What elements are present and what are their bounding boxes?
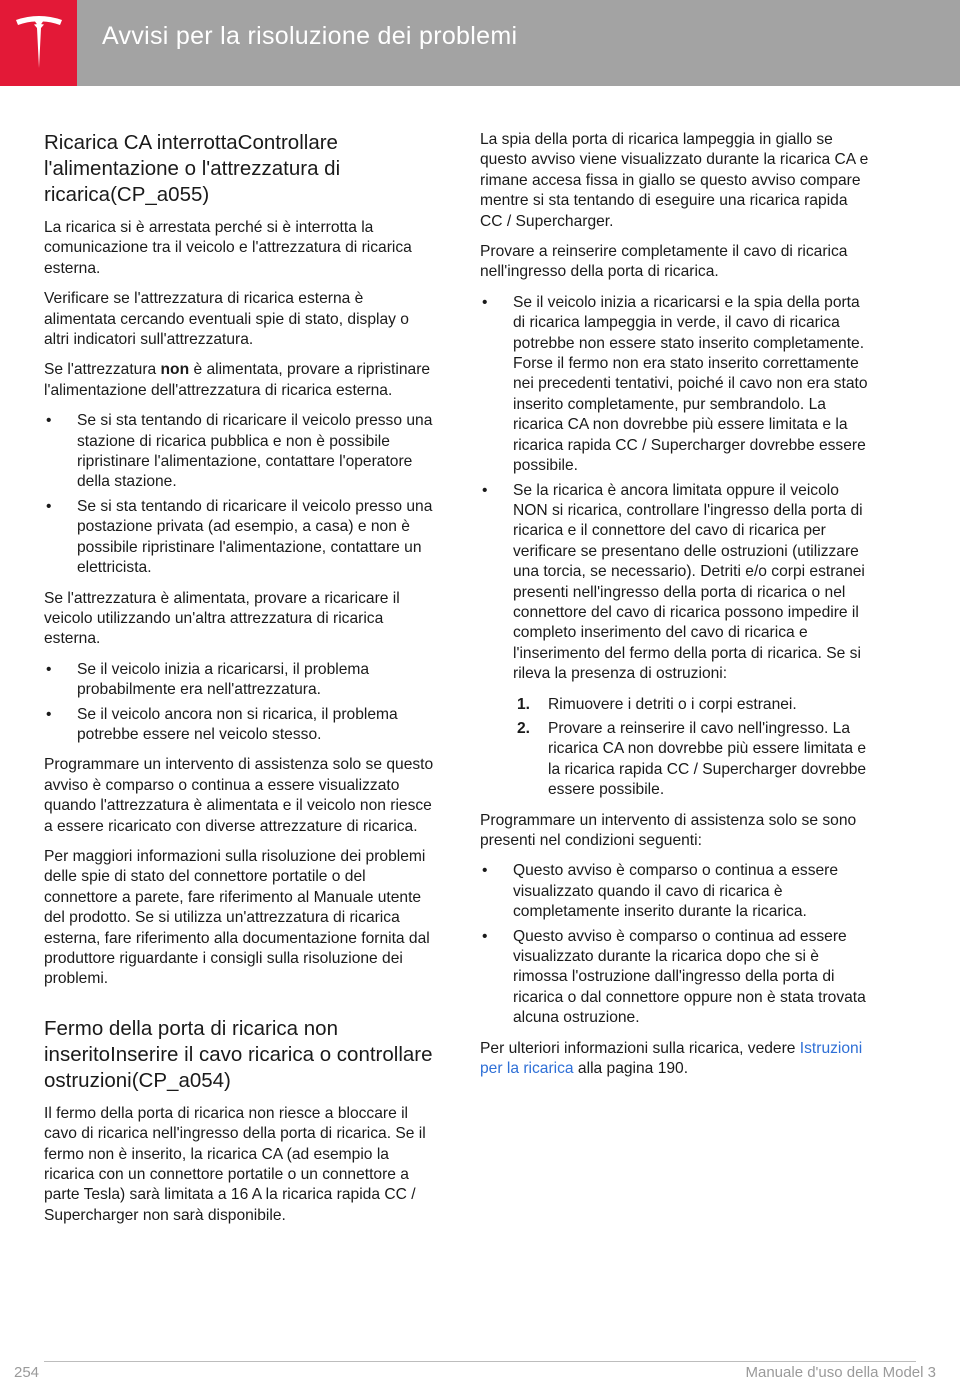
paragraph: Per ulteriori informazioni sulla ricarica, vedere Istruzioni per la ricarica alla pagina 190.	[480, 1039, 863, 1078]
list-item: • Se il veicolo inizia a ricaricarsi, il problema probabilmente era nell'attrezzatura.	[44, 660, 436, 701]
list-item: • Se la ricarica è ancora limitata oppure il veicolo NON si ricarica, controllare l'ingresso della porta di ricarica e il connettore del cavo di ricarica per verificare se presentano delle ostruzioni (utilizzare una torcia, se necessario). Detriti e/o corpi estranei presenti nell'ingresso della porta di ricarica o nel connettore del cavo di ricarica possono impedire il completo inserimento del cavo di ricarica e l'inserimento del fermo della porta di ricarica. Se si rileva la presenza di ostruzioni:	[480, 481, 872, 685]
footer-divider	[44, 1361, 916, 1362]
bullet-list	[44, 411, 436, 578]
charging-instructions-link[interactable]: Istruzioni per la ricarica	[480, 1039, 863, 1078]
paragraph: Se l'attrezzatura è alimentata, provare a ricaricare il veicolo utilizzando un'altra attrezzatura di ricarica esterna.	[44, 589, 400, 648]
step-item: 2. Provare a reinserire il cavo nell'ingresso. La ricarica CA non dovrebbe più essere limitata e la ricarica rapida CC / Supercharger dovrebbe essere possibile.	[517, 719, 867, 799]
paragraph: Provare a reinserire completamente il cavo di ricarica nell'ingresso della porta di ricarica.	[480, 243, 848, 281]
paragraph: Il fermo della porta di ricarica non riesce a bloccare il cavo di ricarica nell'ingresso della porta di ricarica. Se il fermo non è inserito, la ricarica CA (ad esempio la ricarica con un connettore portatile o un connettore a parte Tesla) sarà limitata a 16 A la ricarica rapida CC / Supercharger non sarà disponibile.	[44, 1104, 426, 1224]
paragraph: La spia della porta di ricarica lampeggia in giallo se questo avviso viene visualizzato durante la ricarica CA e rimane accesa fissa in giallo se questo avviso compare mentre si sta tentando di eseguire una ricarica rapida CC / Supercharger.	[480, 131, 869, 230]
list-item: • Questo avviso è comparso o continua ad essere visualizzato durante la ricarica dopo che si è rimossa l'ostruzione dall'ingresso della porta di ricarica o dal connettore oppure non è stata trovata alcuna ostruzione.	[480, 927, 872, 1029]
left-column	[44, 130, 436, 1236]
page-number: 254	[14, 1364, 40, 1381]
tesla-logo	[0, 0, 77, 86]
emphasis-non: non	[160, 361, 190, 379]
step-item: 1. Rimuovere i detriti o i corpi estranei.	[517, 695, 797, 713]
paragraph: Programmare un intervento di assistenza solo se sono presenti nel condizioni seguenti:	[480, 811, 857, 849]
section-heading-cp-a055: Ricarica CA interrottaControllare l'alimentazione o l'attrezzatura di ricarica(CP_a055)	[44, 131, 341, 206]
list-item: • Se il veicolo inizia a ricaricarsi e la spia della porta di ricarica lampeggia in verde, il cavo di ricarica potrebbe non essere stato inserito completamente. Forse il fermo non era stato inserito correttamente nei precedenti tentativi, poiché il cavo non era stato inserito completamente, pur sembrandolo. La ricarica CA non dovrebbe più essere limitata e la ricarica rapida CC / Supercharger dovrebbe essere possibile.	[480, 293, 872, 477]
paragraph: Programmare un intervento di assistenza solo se questo avviso è comparso o continua a essere visualizzato quando l'attrezzatura è alimentata e il veicolo non riesce a essere ricaricato con diverse attrezzature di ricarica.	[44, 756, 434, 835]
paragraph: La ricarica si è arrestata perché si è interrotta la comunicazione tra il veicolo e l'attrezzatura di ricarica esterna.	[44, 219, 412, 277]
right-column	[480, 130, 872, 1089]
bullet-list	[480, 293, 872, 685]
footer-manual-title: Manuale d'uso della Model 3	[745, 1364, 936, 1381]
list-item: • Se si sta tentando di ricaricare il veicolo presso una stazione di ricarica pubblica e non è possibile ripristinare l'alimentazione, contattare l'operatore della stazione.	[44, 411, 436, 493]
bullet-list	[480, 861, 872, 1028]
paragraph: Se l'attrezzatura non è alimentata, provare a ripristinare l'alimentazione dell'attrezzatura di ricarica esterna.	[44, 361, 431, 399]
list-item: • Se il veicolo ancora non si ricarica, il problema potrebbe essere nel veicolo stesso.	[44, 705, 436, 746]
page-title: Avvisi per la risoluzione dei problemi	[102, 22, 518, 50]
paragraph: Verificare se l'attrezzatura di ricarica esterna è alimentata cercando eventuali spie di stato, display o altri indicatori sull'attrezzatura.	[44, 290, 409, 349]
tesla-logo-icon	[14, 14, 64, 72]
paragraph: Per maggiori informazioni sulla risoluzione dei problemi delle spie di stato del connettore portatile o del connettore a parete, fare riferimento al Manuale utente del prodotto. Se si utilizza un'attrezzatura di ricarica esterna, fare riferimento alla documentazione fornita dal produttore riguardante i consigli sulla risoluzione dei problemi.	[44, 847, 430, 988]
list-item: • Se si sta tentando di ricaricare il veicolo presso una postazione privata (ad esempio, a casa) e non è possibile ripristinare l'alimentazione, contattare un elettricista.	[44, 497, 436, 579]
list-item: • Questo avviso è comparso o continua a essere visualizzato quando il cavo di ricarica è completamente inserito durante la ricarica.	[480, 861, 872, 922]
numbered-steps	[515, 695, 872, 801]
bullet-list	[44, 660, 436, 746]
page-header	[0, 0, 960, 86]
section-heading-cp-a054: Fermo della porta di ricarica non inseritoInserire il cavo ricarica o controllare ostruzioni(CP_a054)	[44, 1016, 433, 1092]
